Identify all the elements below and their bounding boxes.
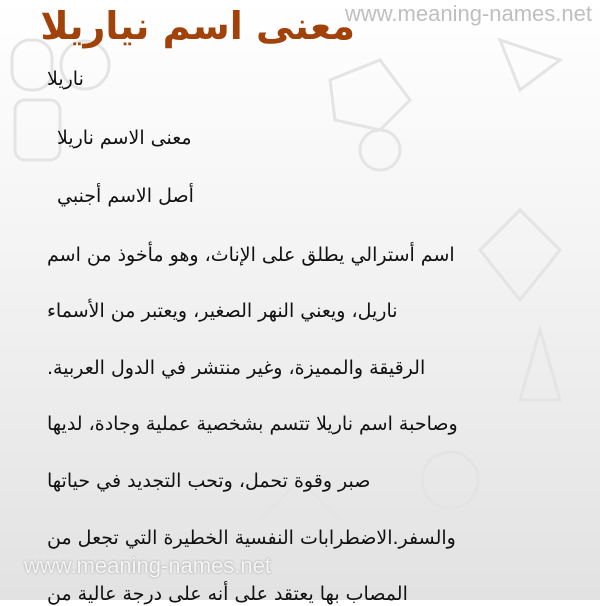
description-line: وصاحبة اسم ناريلا تتسم بشخصية عملية وجادة، لديها — [47, 413, 458, 435]
page-title: معنى اسم نياريلا — [40, 4, 355, 48]
origin-line: أصل الاسم أجنبي — [57, 185, 194, 207]
description-line: اسم أسترالي يطلق على الإناث، وهو مأخوذ من اسم — [47, 244, 455, 266]
description-line: المصاب بها يعتقد على أنه على درجة عالية من — [47, 583, 408, 605]
description-line: والسفر.الاضطرابات النفسية الخطيرة التي تجعل من — [47, 527, 456, 549]
watermark-bottom: www.meaning-names.net — [24, 553, 272, 578]
description-line: الرقيقة والمميزة، وغير منتشر في الدول العربية. — [47, 357, 426, 379]
meaning-heading: معنى الاسم ناريلا — [57, 127, 192, 149]
watermark-top: www.meaning-names.net — [344, 1, 592, 26]
name-line: ناريلا — [47, 68, 84, 90]
description-line: صبر وقوة تحمل، وتحب التجديد في حياتها — [47, 470, 371, 492]
description-line: ناريل، ويعني النهر الصغير، ويعتبر من الأسماء — [47, 300, 398, 322]
doodle-shape — [15, 100, 60, 160]
